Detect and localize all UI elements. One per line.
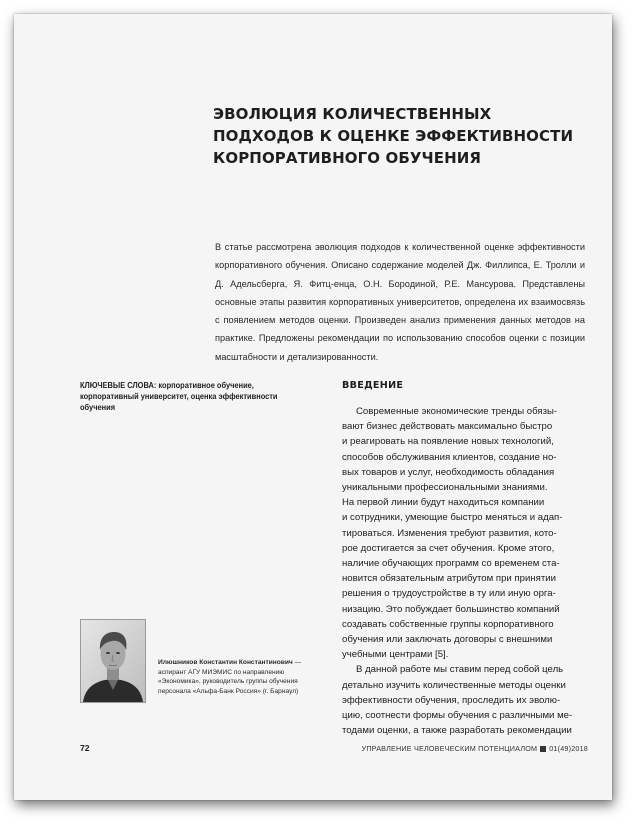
text-line: детально изучить количественные методы оценки: [342, 679, 566, 691]
title-line: ПОДХОДОВ К ОЦЕНКЕ ЭФФЕКТИВНОСТИ: [213, 127, 574, 145]
text-line: тодами оценки, а также разработать рекомендации: [342, 725, 572, 737]
section-heading-introduction: ВВЕДЕНИЕ: [342, 380, 404, 391]
text-line: наличие обучающих программ со временем ста-: [342, 558, 560, 570]
page-number: 72: [80, 743, 90, 753]
keywords-text: корпоративное обучение, корпоративный университет, оценка эффективности обучения: [80, 381, 278, 412]
journal-footer: [362, 744, 588, 753]
text-line: и сотрудники, умеющие быстро меняться и адап-: [342, 512, 563, 524]
text-line: учебными центрами [5].: [342, 649, 449, 661]
author-photo: [80, 619, 146, 703]
author-caption: [158, 658, 328, 696]
text-line: эффективности обучения, проследить их эволю-: [342, 694, 561, 706]
journal-issue: 01(49)2018: [549, 744, 588, 753]
journal-name: УПРАВЛЕНИЕ ЧЕЛОВЕЧЕСКИМ ПОТЕНЦИАЛОМ: [361, 744, 538, 753]
text-line: обучения или заключать договоры с внешними: [342, 634, 553, 646]
author-portrait-image: [81, 620, 145, 702]
text-line: низацию. Это побуждает большинство компаний: [342, 603, 560, 615]
square-icon: [540, 746, 546, 752]
text-line: цию, соотнести формы обучения с различными ме-: [342, 710, 573, 722]
author-bio: — аспирант АГУ МИЭМИС по направлению «Экономика», руководитель группы обучения персонала «Альфа-Банк Россия» (г. Барнаул): [158, 659, 302, 695]
text-line: тироваться. Изменения требуют развития, кото-: [342, 527, 557, 539]
article-abstract: В статье рассмотрена эволюция подходов к количественной оценке эффективности корпоративного обучения. Описано содержание моделей Дж. Филлипса, Е. Тролли и Д. Адельсберга, Я. Фитц-енца, О.Н. Бородиной, Р.Е. Мансурова. Представлены основные этапы развития корпоративных университетов, определена их взаимосвязь с появлением методов оценки. Произведен анализ применения данных методов на практике. Предложены рекомендации по использованию способов оценки с позиции масштабности и детализированности.: [215, 242, 585, 362]
article-title: [213, 103, 573, 169]
text-line: уникальными профессиональными знаниями.: [342, 482, 548, 494]
paragraph-1: [342, 404, 588, 662]
text-line: вают бизнес действовать максимально быстро: [342, 421, 553, 433]
text-line: решения о трудоустройстве в ту или иную орга-: [342, 588, 556, 600]
author-name: Илюшников Константин Константинович: [158, 659, 293, 666]
keywords-block: [80, 380, 305, 413]
text-line: На первой линии будут находиться компании: [342, 497, 545, 509]
text-line: новится обязательным атрибутом при принятии: [342, 573, 556, 585]
text-line: создавать собственные группы корпоративного: [342, 618, 554, 630]
title-line: КОРПОРАТИВНОГО ОБУЧЕНИЯ: [213, 149, 482, 167]
introduction-body: [342, 404, 588, 738]
text-line: рое достигается за счет обучения. Кроме этого,: [342, 542, 555, 554]
text-line: и реагировать на появление новых технологий,: [342, 436, 554, 448]
paragraph-2: [342, 662, 588, 738]
title-line: ЭВОЛЮЦИЯ КОЛИЧЕСТВЕННЫХ: [213, 105, 492, 123]
text-line: способов обслуживания клиентов, создание но-: [342, 451, 557, 463]
text-line: вых товаров и услуг, необходимость обладания: [342, 466, 555, 478]
text-line: Современные экономические тренды обязы-: [356, 406, 558, 417]
text-line: В данной работе мы ставим перед собой цель: [356, 664, 564, 676]
keywords-label: КЛЮЧЕВЫЕ СЛОВА:: [80, 381, 157, 390]
